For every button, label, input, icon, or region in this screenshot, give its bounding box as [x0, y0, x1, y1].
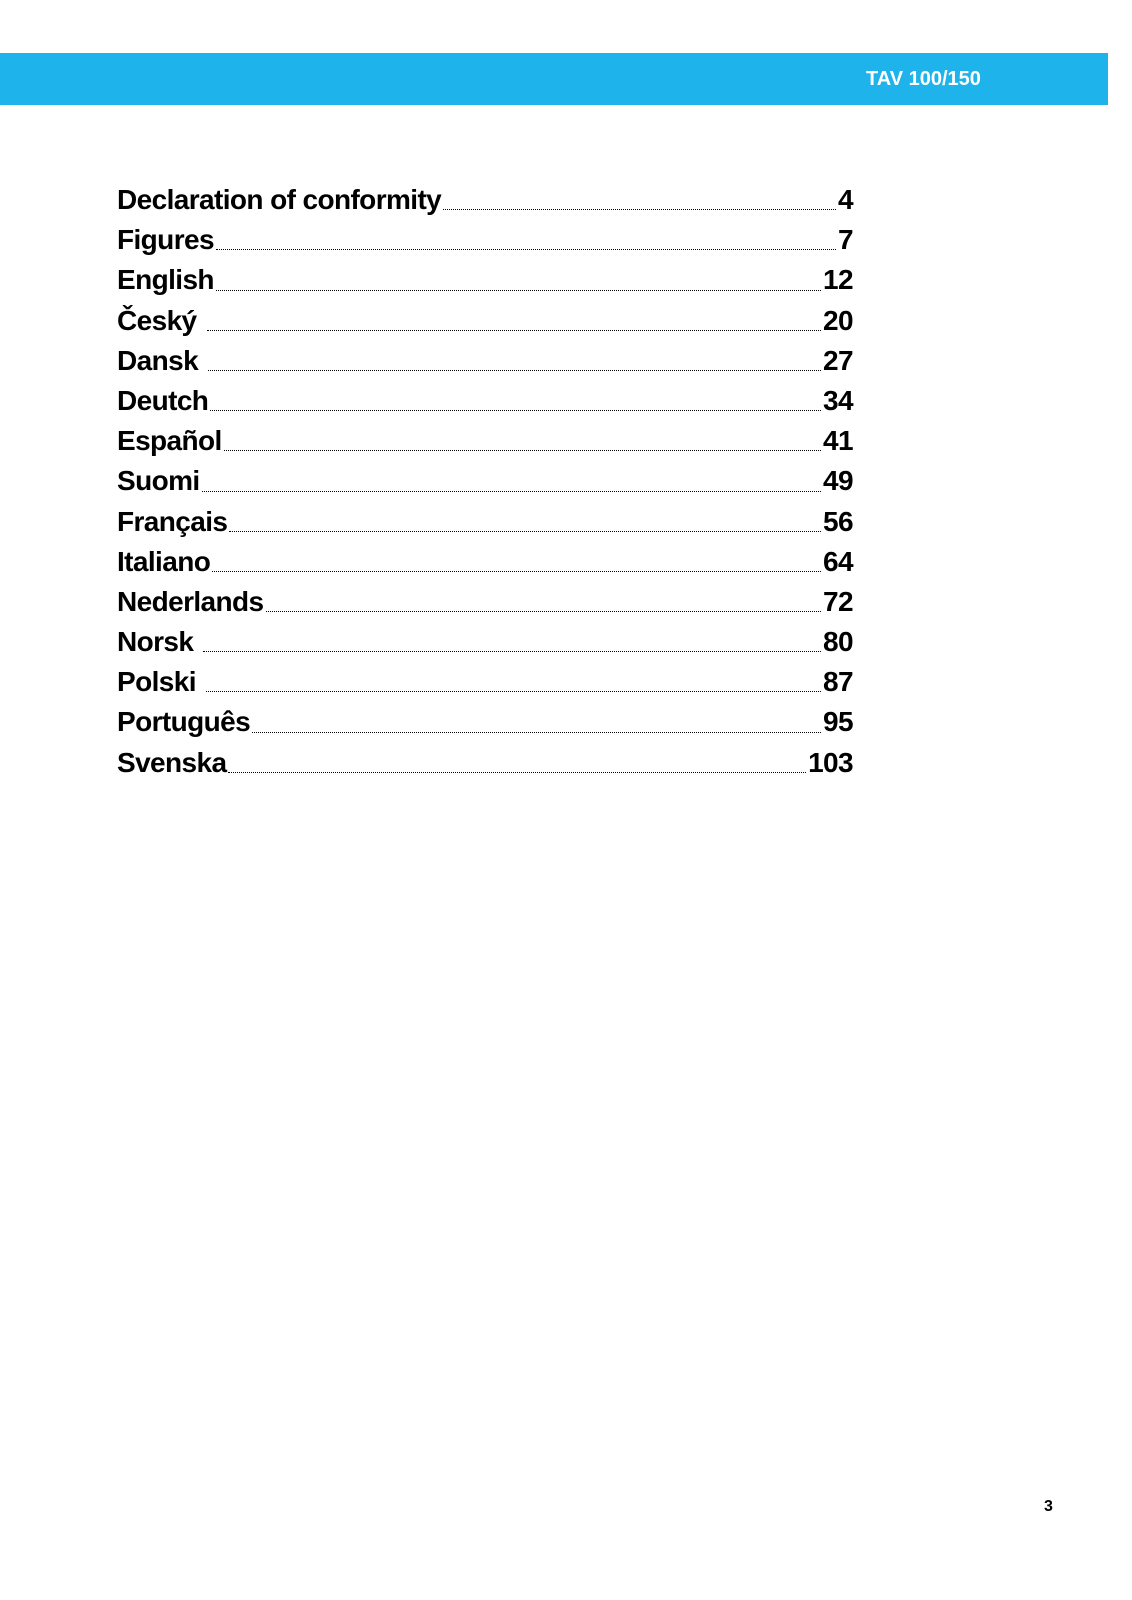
header-bar [0, 53, 1108, 105]
toc-entry-page: 7 [838, 224, 853, 256]
toc-entry[interactable] [117, 582, 853, 622]
toc-dot-leader [208, 370, 821, 371]
toc-entry[interactable] [117, 260, 853, 300]
toc-entry[interactable] [117, 421, 853, 461]
toc-entry[interactable] [117, 622, 853, 662]
toc-dot-leader [210, 410, 821, 411]
model-name: TAV 100/150 [866, 68, 981, 90]
toc-dot-leader [252, 732, 821, 733]
toc-dot-leader [224, 450, 821, 451]
toc-dot-leader [216, 290, 821, 291]
toc-entry-title: Declaration of conformity [117, 184, 442, 215]
toc-entry-title: Italiano [117, 545, 211, 577]
toc-entry-title: Español [117, 425, 222, 457]
toc-dot-leader [266, 611, 822, 612]
toc-entry-title: Português [117, 706, 251, 738]
toc-entry-title: Norsk [117, 626, 194, 658]
page-number: 3 [1044, 1498, 1053, 1515]
toc-entry-page: 49 [823, 465, 853, 497]
toc-entry-page: 72 [823, 585, 853, 617]
toc-dot-leader [207, 330, 822, 331]
toc-entry[interactable] [117, 743, 853, 783]
toc-entry[interactable] [117, 702, 853, 742]
toc-entry-page: 103 [808, 746, 853, 778]
toc-entry-page: 87 [823, 666, 853, 698]
toc-entry-page: 27 [823, 344, 853, 376]
toc-entry-page: 12 [823, 264, 853, 296]
toc-dot-leader [202, 491, 821, 492]
toc-entry-title: Polski [117, 666, 196, 698]
toc-dot-leader [443, 209, 836, 210]
toc-dot-leader [203, 651, 821, 652]
toc-entry-title: Deutch [117, 384, 209, 416]
toc-entry-title: Dansk [117, 344, 199, 376]
table-of-contents [117, 180, 853, 783]
toc-dot-leader [216, 249, 836, 250]
toc-entry-page: 95 [823, 706, 853, 738]
toc-entry[interactable] [117, 301, 853, 341]
toc-dot-leader [206, 691, 821, 692]
toc-entry-page: 41 [823, 425, 853, 457]
toc-entry-page: 20 [823, 304, 853, 336]
toc-entry-title: Svenska [117, 746, 227, 778]
toc-entry-page: 4 [838, 184, 853, 215]
toc-dot-leader [212, 571, 821, 572]
toc-entry-title: Français [117, 505, 228, 537]
toc-entry-title: English [117, 264, 214, 296]
toc-entry-page: 80 [823, 626, 853, 658]
toc-entry[interactable] [117, 180, 853, 220]
toc-entry-title: Nederlands [117, 585, 264, 617]
toc-entry[interactable] [117, 381, 853, 421]
toc-entry-title: Suomi [117, 465, 200, 497]
toc-entry-page: 34 [823, 384, 853, 416]
toc-entry[interactable] [117, 341, 853, 381]
toc-entry-page: 56 [823, 505, 853, 537]
toc-entry[interactable] [117, 461, 853, 501]
toc-entry-title: Figures [117, 224, 214, 256]
toc-entry[interactable] [117, 542, 853, 582]
toc-dot-leader [229, 531, 821, 532]
toc-entry[interactable] [117, 662, 853, 702]
toc-entry-page: 64 [823, 545, 853, 577]
toc-entry[interactable] [117, 502, 853, 542]
toc-entry[interactable] [117, 220, 853, 260]
toc-entry-title: Český [117, 304, 197, 336]
toc-dot-leader [228, 772, 806, 773]
